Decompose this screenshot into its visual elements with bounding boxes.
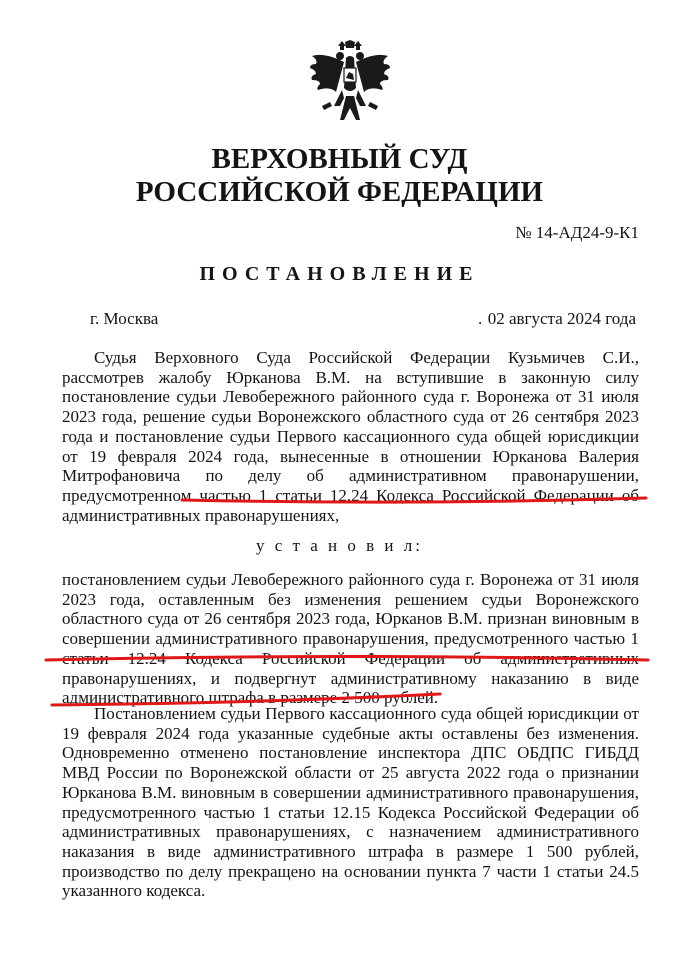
court-name-line-2: РОССИЙСКОЙ ФЕДЕРАЦИИ: [135, 176, 544, 208]
intro-paragraph: Судья Верховного Суда Российской Федерации Кузьмичев С.И., рассмотрев жалобу Юрканова В.М. на вступившие в законную силу постановление судьи Левобережного районного суда г. Воронежа от 31 июля 2023 года, решение судьи Воронежского областного суда от 26 сентября 2023 года и постановление судьи Первого кассационного суда общей юрисдикции от 19 февраля 2024 года, вынесенные в отношении Юрканова Валерия Митрофановича по делу об административном правонарушении, предусмотренном частью 1 статьи 12.24 Кодекса Российской Федерации об административных правонарушениях,: [62, 348, 639, 525]
case-number: № 14-АД24-9-К1: [515, 223, 639, 242]
coat-of-arms-emblem: [310, 40, 390, 128]
ruling-paragraph: постановлением судьи Левобережного районного суда г. Воронежа от 31 июля 2023 года, оставленным без изменения решением судьи Воронежского областного суда от 26 сентября 2023 года, Юрканов В.М. признан виновным в совершении административного правонарушения, предусмотренного частью 1 статьи 12.24 Кодекса Российской Федерации об административных правонарушениях, и подвергнут административному наказанию в виде административного штрафа в размере 2 500 рублей.: [62, 570, 639, 708]
document-date: 02 августа 2024 года: [487, 309, 636, 328]
cassation-paragraph: Постановлением судьи Первого кассационного суда общей юрисдикции от 19 февраля 2024 года указанные судебные акты оставлены без изменения. Одновременно отменено постановление инспектора ДПС ОБДПС ГИБДД МВД России по Воронежской области от 25 августа 2022 года о признании Юрканова В.М. виновным в совершении административного правонарушения, предусмотренного частью 1 статьи 12.15 Кодекса Российской Федерации об административных правонарушениях, с назначением административного наказания в виде административного штрафа в размере 1 500 рублей, производство по делу прекращено на основании пункта 7 части 1 статьи 24.5 указанного кодекса.: [62, 704, 639, 901]
court-name-line-1: ВЕРХОВНЫЙ СУД: [211, 143, 468, 175]
place: г. Москва: [90, 309, 159, 328]
established-heading: у с т а н о в и л:: [256, 536, 423, 555]
document-type-heading: ПОСТАНОВЛЕНИЕ: [199, 263, 480, 285]
date-marker: .: [478, 309, 483, 328]
